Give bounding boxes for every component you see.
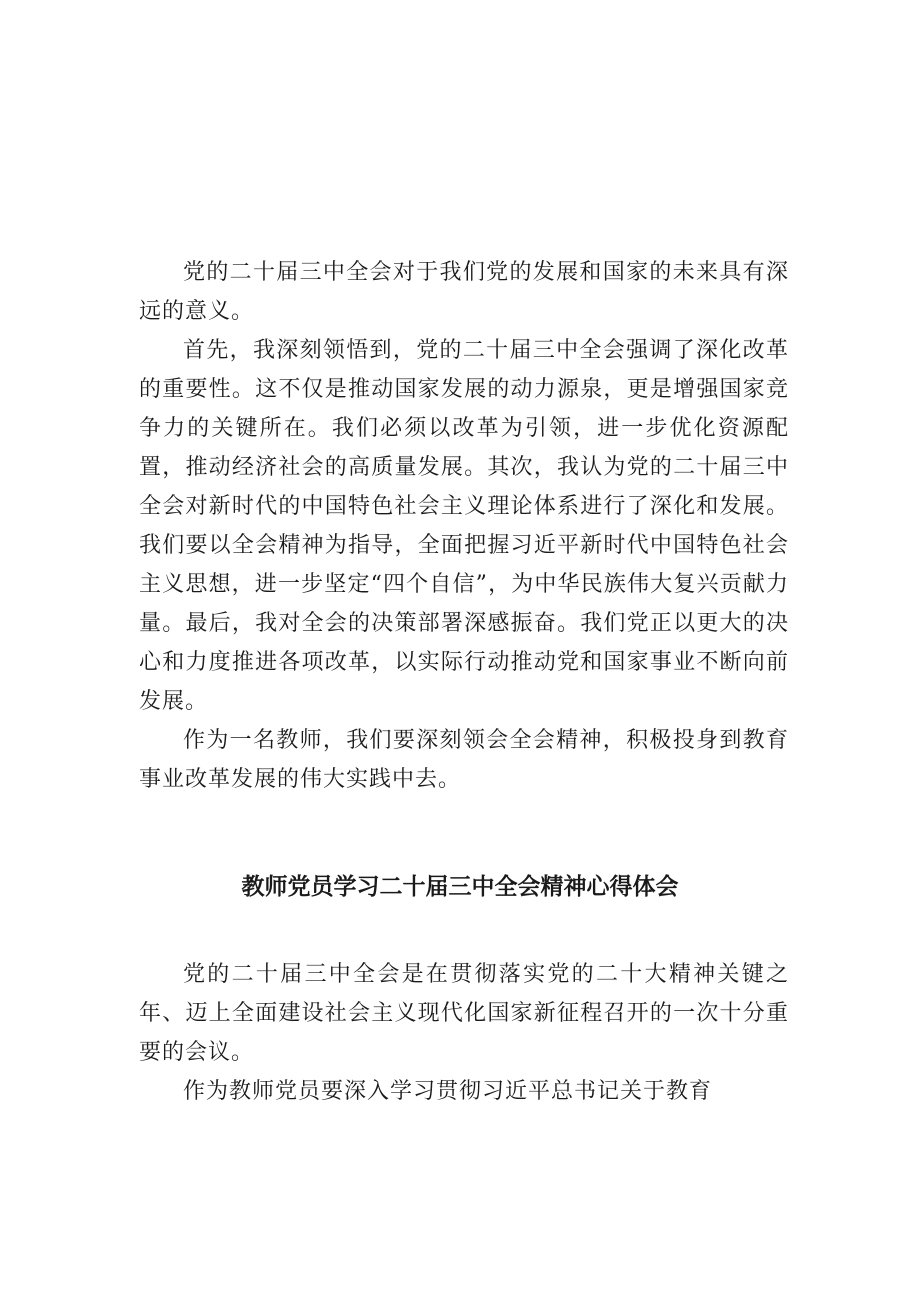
paragraph-teacher: 作为一名教师，我们要深刻领会全会精神，积极投身到教育事业改革发展的伟大实践中去。 [139,728,789,792]
section-2-title: 教师党员学习二十届三中全会精神心得体会 [241,874,679,900]
section-2-body [139,955,789,1111]
section-1-body [139,253,789,799]
paragraph-intro: 党的二十届三中全会对于我们党的发展和国家的未来具有深远的意义。 [139,260,789,324]
paragraph-study: 作为教师党员要深入学习贯彻习近平总书记关于教育 [183,1079,713,1104]
paragraph-main: 首先，我深刻领悟到，党的二十届三中全会强调了深化改革的重要性。这不仅是推动国家发展的动力源泉，更是增强国家竞争力的关键所在。我们必须以改革为引领，进一步优化资源配置，推动经济社会的高质量发展。其次，我认为党的二十届三中全会对新时代的中国特色社会主义理论体系进行了深化和发展。我们要以全会精神为指导，全面把握习近平新时代中国特色社会主义思想，进一步坚定“四个自信”，为中华民族伟大复兴贡献力量。最后，我对全会的决策部署深感振奋。我们党正以更大的决心和力度推进各项改革，以实际行动推动党和国家事业不断向前发展。 [139,338,789,714]
paragraph-meeting: 党的二十届三中全会是在贯彻落实党的二十大精神关键之年、迈上全面建设社会主义现代化国家新征程召开的一次十分重要的会议。 [139,962,789,1065]
